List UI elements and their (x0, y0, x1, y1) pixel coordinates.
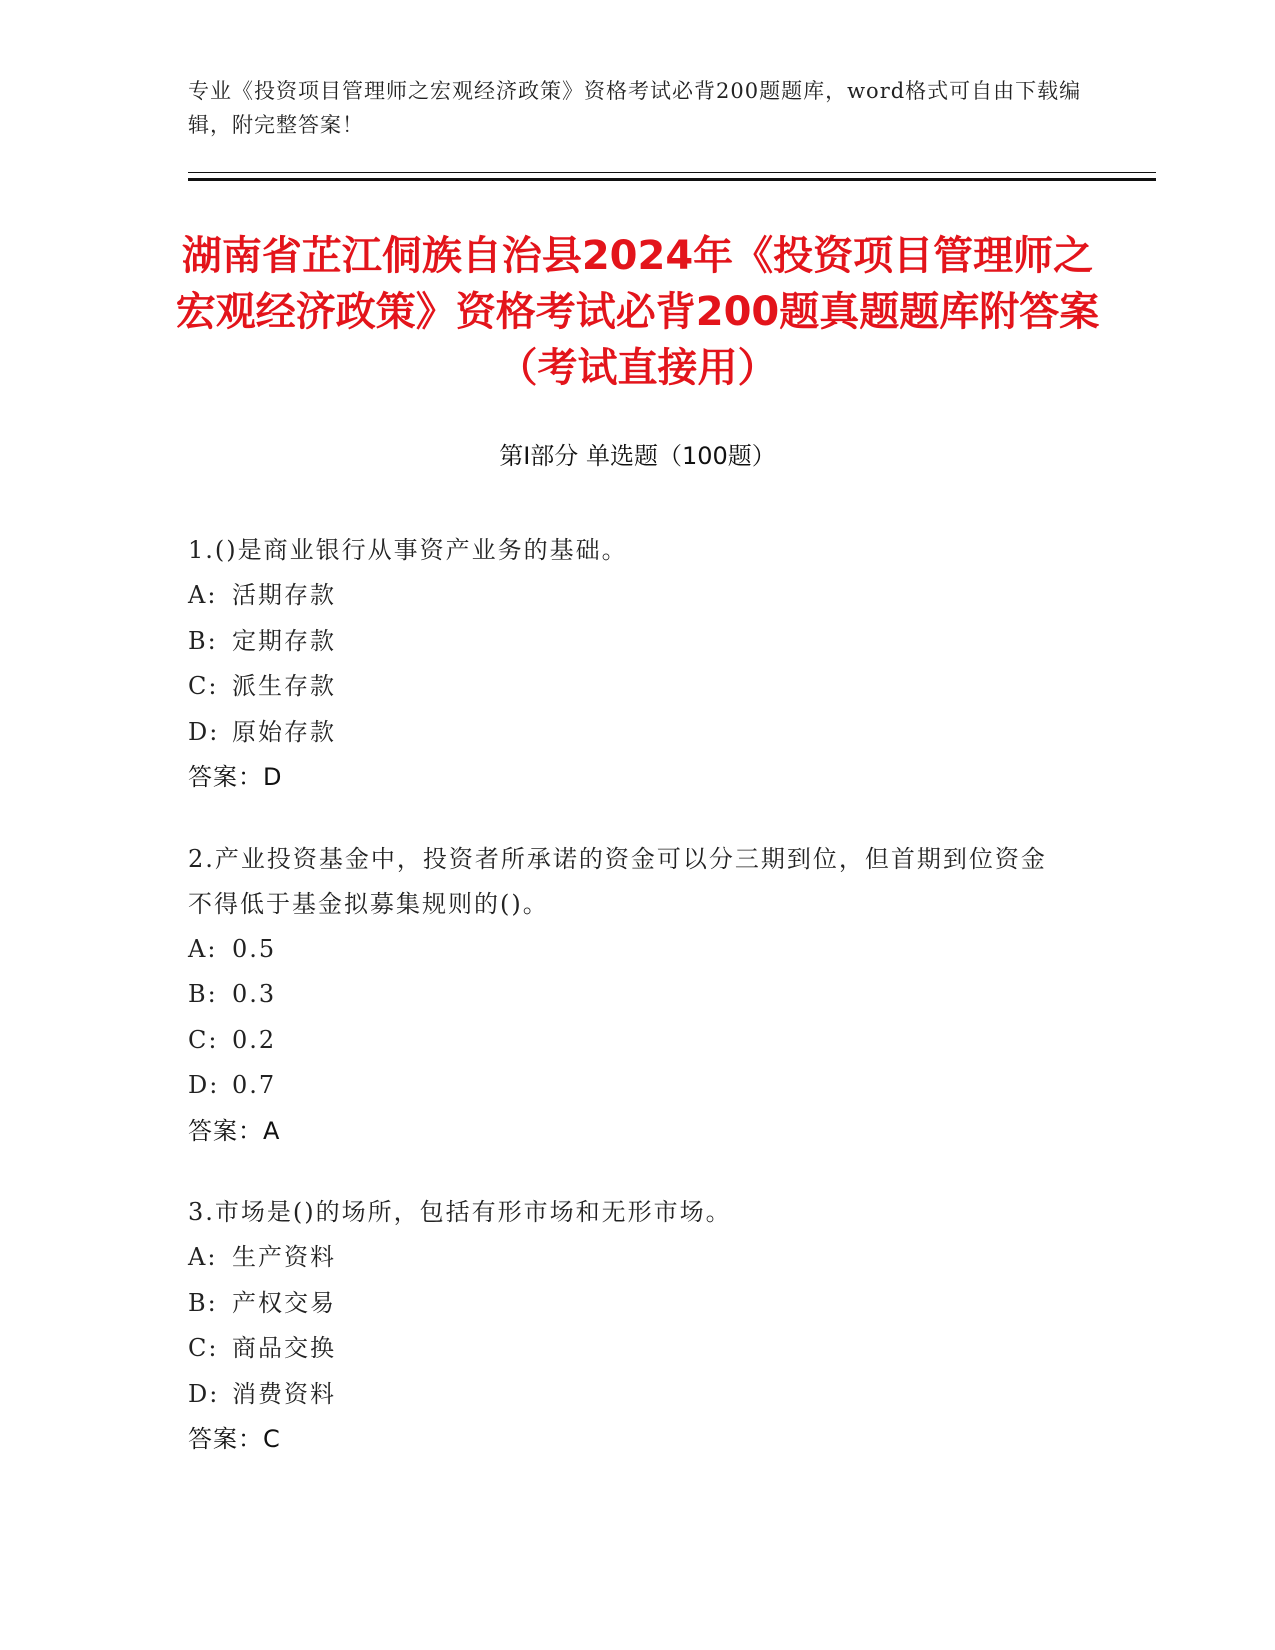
option-text: 原始存款 (232, 717, 336, 746)
option-b (188, 1281, 1068, 1327)
option-c (188, 1018, 1068, 1064)
question-2 (188, 837, 1068, 1155)
header-divider-thick (188, 178, 1156, 181)
answer: 答案：D (188, 763, 283, 791)
option-label: B: (188, 626, 218, 655)
answer: 答案：A (188, 1116, 281, 1145)
option-label: D: (188, 717, 220, 746)
option-label: C: (188, 672, 219, 700)
option-b (188, 972, 1068, 1018)
option-text: 活期存款 (232, 581, 336, 609)
header-note: 专业《投资项目管理师之宏观经济政策》资格考试必背200题题库，word格式可自由下载编辑，附完整答案！ (188, 79, 1082, 137)
option-label: A: (188, 934, 218, 963)
option-label: C: (188, 1334, 219, 1362)
question-1 (188, 528, 1068, 801)
answer: 答案：C (188, 1425, 281, 1453)
option-label: D: (188, 1071, 220, 1099)
option-d (188, 710, 1068, 756)
question-list (188, 528, 1068, 1499)
option-a (188, 1235, 1068, 1281)
option-text: 生产资料 (232, 1243, 336, 1271)
option-text: 产权交易 (232, 1288, 336, 1317)
option-b (188, 619, 1068, 665)
option-text: 0.5 (232, 934, 277, 963)
option-label: A: (188, 1243, 218, 1271)
option-text: 消费资料 (232, 1379, 336, 1408)
option-text: 定期存款 (232, 626, 336, 655)
option-label: B: (188, 980, 218, 1008)
option-text: 派生存款 (232, 672, 336, 700)
section-heading: 第I部分 单选题（100题） (499, 442, 776, 470)
document-title: 湖南省芷江侗族自治县2024年《投资项目管理师之宏观经济政策》资格考试必背200题真题题库附答案（考试直接用） (175, 233, 1100, 391)
option-text: 商品交换 (232, 1334, 336, 1362)
option-label: A: (188, 581, 218, 609)
question-stem: 1.()是商业银行从事资产业务的基础。 (188, 536, 628, 564)
option-label: D: (188, 1379, 220, 1408)
option-label: B: (188, 1288, 218, 1317)
question-stem: 3.市场是()的场所，包括有形市场和无形市场。 (188, 1198, 732, 1226)
option-text: 0.2 (232, 1025, 277, 1054)
question-3 (188, 1190, 1068, 1463)
option-text: 0.7 (232, 1071, 277, 1099)
option-c (188, 664, 1068, 710)
option-a (188, 573, 1068, 619)
option-a (188, 927, 1068, 973)
option-d (188, 1063, 1068, 1109)
option-c (188, 1326, 1068, 1372)
option-text: 0.3 (232, 980, 277, 1008)
question-stem: 2.产业投资基金中，投资者所承诺的资金可以分三期到位，但首期到位资金不得低于基金拟募集规则的()。 (188, 844, 1047, 918)
header-divider-thin (188, 172, 1156, 173)
option-d (188, 1372, 1068, 1418)
option-label: C: (188, 1025, 219, 1054)
